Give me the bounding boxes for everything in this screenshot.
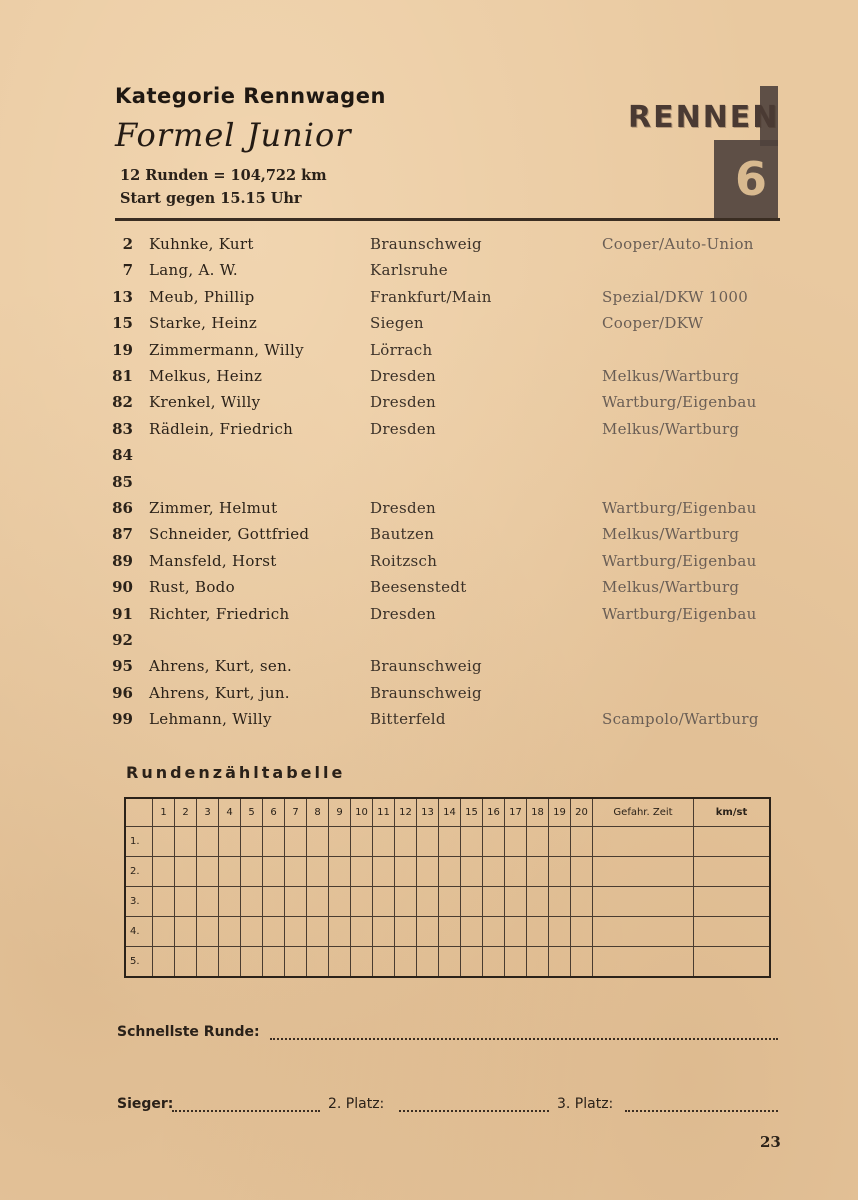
lap-cell[interactable] [439,887,461,917]
lap-column-header: 19 [549,798,571,827]
distance-text: 12 Runden = 104,722 km [120,167,327,184]
entry-name: Zimmer, Helmut [149,499,278,517]
lap-cell[interactable] [329,827,351,857]
entry-name: Rädlein, Friedrich [149,419,294,438]
lap-row-label: 4. [125,917,153,947]
entry-name: Zimmermann, Willy [149,340,304,359]
entry-name: Ahrens, Kurt, sen. [149,657,293,676]
entry-name: Rust, Bodo [149,578,235,597]
entry-city: Dresden [370,419,437,438]
entry-city: Bautzen [370,525,435,544]
lap-cell[interactable] [351,887,373,917]
lap-cell[interactable] [197,827,219,857]
entry-row [0,446,858,472]
entry-row [0,525,858,551]
lap-cell[interactable] [505,917,527,947]
entry-name: Lehmann, Willy [149,710,272,729]
entry-num: 83 [112,419,133,438]
lap-cell[interactable] [571,917,593,947]
lap-cell[interactable] [329,857,351,887]
time-cell[interactable] [593,947,694,978]
lap-cell[interactable] [175,857,197,887]
lap-cell[interactable] [329,947,351,978]
lap-cell[interactable] [373,827,395,857]
lap-table-body [125,827,770,978]
lap-cell[interactable] [153,887,175,917]
lap-cell[interactable] [175,917,197,947]
lap-cell[interactable] [571,947,593,978]
lap-column-header: 18 [527,798,549,827]
third-place-line [625,1110,778,1112]
entry-city: Frankfurt/Main [370,287,492,306]
lap-cell[interactable] [483,857,505,887]
lap-cell[interactable] [571,827,593,857]
time-cell[interactable] [593,827,694,857]
lap-column-header: 5 [241,798,263,827]
entry-num: 2 [122,235,133,253]
lap-cell[interactable] [285,947,307,978]
lap-cell[interactable] [527,887,549,917]
entry-row [0,367,858,393]
lap-cell[interactable] [219,917,241,947]
lap-row-label: 2. [125,857,153,887]
time-column-header: Gefahr. Zeit [593,798,694,827]
lap-cell[interactable] [285,827,307,857]
lap-cell[interactable] [175,947,197,978]
lap-cell[interactable] [175,887,197,917]
corner-cell [125,798,153,827]
lap-cell[interactable] [241,947,263,978]
entry-city: Beesenstedt [370,578,467,597]
lap-cell[interactable] [241,887,263,917]
lap-cell[interactable] [153,917,175,947]
lap-cell[interactable] [153,857,175,887]
entry-row [0,314,858,340]
time-cell[interactable] [593,917,694,947]
lap-column-header: 14 [439,798,461,827]
lap-cell[interactable] [307,857,329,887]
lap-cell[interactable] [483,887,505,917]
lap-table-title: Rundenzähltabelle [126,763,346,782]
entry-row [0,552,858,578]
lap-cell[interactable] [175,827,197,857]
entry-name: Richter, Friedrich [149,604,290,623]
lap-cell[interactable] [153,947,175,978]
lap-cell[interactable] [439,827,461,857]
entry-row [0,288,858,314]
lap-cell[interactable] [461,827,483,857]
lap-cell[interactable] [395,887,417,917]
lap-cell[interactable] [549,857,571,887]
entry-row [0,235,858,261]
entry-num: 89 [112,551,133,570]
speed-cell[interactable] [694,887,771,917]
entry-car: Cooper/DKW [602,314,704,333]
speed-cell[interactable] [694,857,771,887]
entry-row [0,710,858,736]
lap-row-label: 3. [125,887,153,917]
lap-column-header: 6 [263,798,285,827]
entry-name: Lang, A. W. [149,261,238,280]
lap-cell[interactable] [527,947,549,978]
entry-city: Siegen [370,314,424,333]
speed-column-header: km/st [694,798,771,827]
entry-city: Braunschweig [370,235,482,253]
fastest-lap-label: Schnellste Runde: [117,1024,260,1040]
lap-table-header [125,798,770,827]
entry-row [0,420,858,446]
lap-cell[interactable] [263,827,285,857]
entry-num: 85 [112,472,133,491]
entry-city: Braunschweig [370,683,482,702]
lap-cell[interactable] [351,857,373,887]
lap-cell[interactable] [417,887,439,917]
lap-table-row [125,827,770,857]
lap-cell[interactable] [351,947,373,978]
lap-cell[interactable] [461,857,483,887]
lap-cell[interactable] [263,857,285,887]
lap-cell[interactable] [571,887,593,917]
lap-cell[interactable] [549,827,571,857]
entry-row [0,605,858,631]
entry-num: 87 [112,525,133,544]
entry-car: Spezial/DKW 1000 [602,287,749,306]
lap-cell[interactable] [483,947,505,978]
lap-cell[interactable] [219,857,241,887]
speed-cell[interactable] [694,827,771,857]
lap-cell[interactable] [307,827,329,857]
lap-column-header: 1 [153,798,175,827]
lap-column-header: 16 [483,798,505,827]
lap-cell[interactable] [373,917,395,947]
lap-cell[interactable] [527,917,549,947]
entry-num: 82 [112,393,133,412]
lap-cell[interactable] [197,917,219,947]
time-cell[interactable] [593,887,694,917]
lap-cell[interactable] [307,947,329,978]
entry-num: 99 [112,710,133,729]
lap-cell[interactable] [285,887,307,917]
entry-name: Ahrens, Kurt, jun. [149,683,290,702]
lap-cell[interactable] [483,917,505,947]
lap-cell[interactable] [461,917,483,947]
entry-car: Melkus/Wartburg [602,419,740,438]
lap-count-table [124,797,771,978]
entry-car: Cooper/Auto-Union [602,235,754,253]
entry-car: Melkus/Wartburg [602,578,740,597]
lap-cell[interactable] [395,857,417,887]
header-divider [115,218,780,221]
second-place-line [399,1110,549,1112]
lap-cell[interactable] [483,827,505,857]
category-heading: Kategorie Rennwagen [115,84,386,108]
lap-cell[interactable] [197,947,219,978]
lap-column-header: 8 [307,798,329,827]
entry-row [0,578,858,604]
lap-column-header: 9 [329,798,351,827]
lap-cell[interactable] [219,947,241,978]
winner-line [172,1110,320,1112]
lap-cell[interactable] [307,917,329,947]
lap-cell[interactable] [351,827,373,857]
lap-cell[interactable] [549,947,571,978]
lap-cell[interactable] [307,887,329,917]
entry-city: Dresden [370,367,437,385]
lap-column-header: 20 [571,798,593,827]
winner-label: Sieger: [117,1096,174,1112]
lap-cell[interactable] [549,887,571,917]
lap-cell[interactable] [549,917,571,947]
entry-name: Melkus, Heinz [149,367,263,385]
start-time-text: Start gegen 15.15 Uhr [120,190,302,207]
entry-row [0,631,858,657]
lap-cell[interactable] [153,827,175,857]
entry-city: Lörrach [370,340,433,359]
lap-cell[interactable] [395,917,417,947]
entry-num: 13 [112,287,133,306]
lap-cell[interactable] [439,917,461,947]
entry-row [0,393,858,419]
badge-word: RENNEN [628,100,780,135]
lap-column-header: 15 [461,798,483,827]
lap-cell[interactable] [219,827,241,857]
badge-number: 6 [735,152,768,206]
entry-row [0,657,858,683]
lap-cell[interactable] [263,887,285,917]
entry-row [0,473,858,499]
lap-cell[interactable] [285,917,307,947]
entry-car: Wartburg/Eigenbau [602,551,757,570]
entry-city: Dresden [370,499,437,517]
entry-city: Roitzsch [370,551,438,570]
lap-column-header: 10 [351,798,373,827]
entry-num: 92 [112,631,133,649]
entry-car: Melkus/Wartburg [602,367,740,385]
entry-city: Braunschweig [370,657,482,676]
lap-cell[interactable] [219,887,241,917]
lap-cell[interactable] [527,827,549,857]
lap-cell[interactable] [461,887,483,917]
entry-city: Dresden [370,393,437,412]
lap-cell[interactable] [505,947,527,978]
lap-cell[interactable] [527,857,549,887]
race-class-title: Formel Junior [115,116,352,154]
entry-row [0,499,858,525]
lap-table-row [125,887,770,917]
lap-cell[interactable] [197,857,219,887]
lap-row-label: 1. [125,827,153,857]
entry-num: 86 [112,499,133,517]
entry-city: Karlsruhe [370,261,448,280]
lap-cell[interactable] [395,827,417,857]
lap-column-header: 11 [373,798,395,827]
lap-cell[interactable] [417,947,439,978]
entry-num: 84 [112,446,133,465]
lap-cell[interactable] [417,917,439,947]
entry-name: Starke, Heinz [149,314,258,333]
second-place-label: 2. Platz: [328,1096,385,1112]
lap-table-row [125,947,770,978]
third-place-label: 3. Platz: [557,1096,614,1112]
lap-column-header: 17 [505,798,527,827]
entry-car: Wartburg/Eigenbau [602,393,757,412]
entry-car: Wartburg/Eigenbau [602,604,757,623]
lap-column-header: 3 [197,798,219,827]
page-number: 23 [760,1133,781,1151]
lap-cell[interactable] [417,857,439,887]
entry-num: 7 [122,261,133,280]
lap-cell[interactable] [505,887,527,917]
speed-cell[interactable] [694,917,771,947]
lap-cell[interactable] [373,857,395,887]
entry-num: 96 [112,683,133,702]
lap-cell[interactable] [439,947,461,978]
entry-name: Mansfeld, Horst [149,551,277,570]
lap-column-header: 2 [175,798,197,827]
time-cell[interactable] [593,857,694,887]
entry-car: Scampolo/Wartburg [602,710,759,729]
lap-table-row [125,917,770,947]
lap-cell[interactable] [241,857,263,887]
entry-num: 90 [112,578,133,597]
entry-num: 95 [112,657,133,676]
lap-cell[interactable] [395,947,417,978]
entry-city: Dresden [370,604,437,623]
lap-cell[interactable] [351,917,373,947]
entry-name: Meub, Phillip [149,287,255,306]
fastest-lap-line [270,1038,778,1040]
lap-column-header: 4 [219,798,241,827]
lap-cell[interactable] [373,947,395,978]
lap-column-header: 7 [285,798,307,827]
lap-row-label: 5. [125,947,153,978]
entry-city: Bitterfeld [370,710,446,729]
lap-cell[interactable] [439,857,461,887]
lap-cell[interactable] [571,857,593,887]
lap-column-header: 12 [395,798,417,827]
entry-num: 91 [112,604,133,623]
lap-column-header: 13 [417,798,439,827]
lap-cell[interactable] [329,887,351,917]
entry-car: Melkus/Wartburg [602,525,740,544]
entry-name: Kuhnke, Kurt [149,235,254,253]
lap-table-row [125,857,770,887]
entry-row [0,261,858,287]
entry-num: 81 [112,367,133,385]
lap-cell[interactable] [505,857,527,887]
lap-cell[interactable] [329,917,351,947]
entry-num: 19 [112,340,133,359]
entry-name: Schneider, Gottfried [149,525,310,544]
lap-cell[interactable] [263,947,285,978]
lap-cell[interactable] [285,857,307,887]
entry-row [0,341,858,367]
lap-cell[interactable] [505,827,527,857]
lap-cell[interactable] [461,947,483,978]
lap-cell[interactable] [263,917,285,947]
entry-num: 15 [112,314,133,333]
entry-row [0,684,858,710]
lap-cell[interactable] [417,827,439,857]
lap-cell[interactable] [197,887,219,917]
entry-car: Wartburg/Eigenbau [602,499,757,517]
entry-name: Krenkel, Willy [149,393,261,412]
lap-cell[interactable] [241,827,263,857]
speed-cell[interactable] [694,947,771,978]
lap-cell[interactable] [241,917,263,947]
lap-cell[interactable] [373,887,395,917]
